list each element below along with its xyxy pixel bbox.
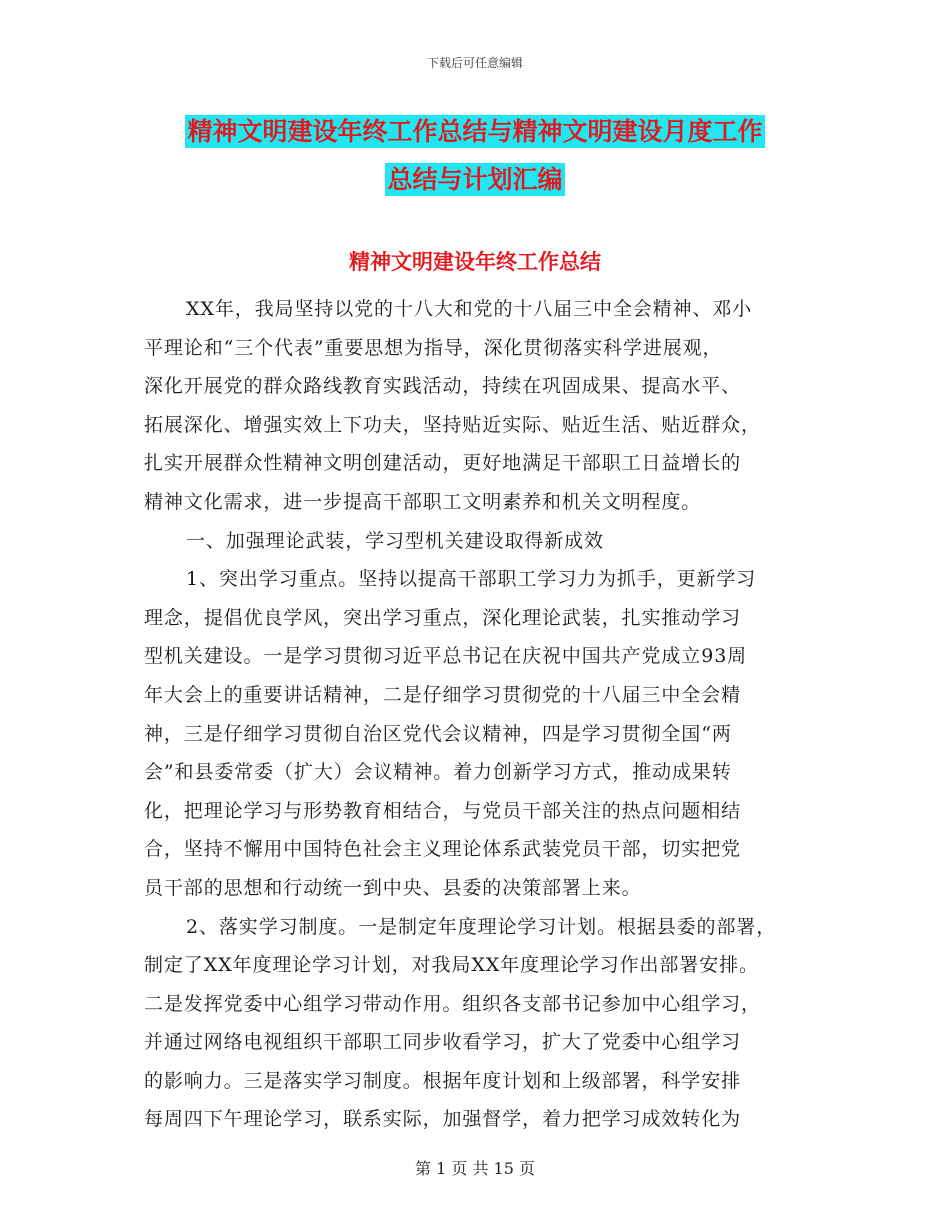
page-number: 第 1 页 共 15 页: [415, 1159, 535, 1178]
body-line: 2、落实学习制度。一是制定年度理论学习计划。根据县委的部署，: [186, 915, 777, 938]
body-line: 精神文化需求，进一步提高干部职工文明素养和机关文明程度。: [144, 490, 702, 513]
body-line: 1、突出学习重点。坚持以提高干部职工学习力为抓手，更新学习: [186, 568, 757, 591]
body-line: 员干部的思想和行动统一到中央、县委的决策部署上来。: [144, 876, 642, 899]
body-line: 会”和县委常委（扩大）会议精神。着力创新学习方式，推动成果转: [144, 761, 732, 784]
title-line-2: 总结与计划汇编: [387, 165, 563, 194]
body-line: 神，三是仔细学习贯彻自治区党代会议精神，四是学习贯彻全国“两: [144, 722, 732, 745]
body-line: XX年，我局坚持以党的十八大和党的十八届三中全会精神、邓小: [186, 298, 753, 320]
body-line: 扎实开展群众性精神文明创建活动，更好地满足干部职工日益增长的: [144, 452, 742, 475]
page-header-note: 下载后可任意编辑: [426, 56, 523, 70]
section-title: 精神文明建设年终工作总结: [349, 250, 601, 274]
body-line: 型机关建设。一是学习贯彻习近平总书记在庆祝中国共产党成立93周: [144, 645, 748, 668]
body-line: 制定了XX年度理论学习计划，对我局XX年度理论学习作出部署安排。: [144, 954, 759, 977]
title-line-1: 精神文明建设年终工作总结与精神文明建设月度工作: [187, 117, 763, 146]
body-line: 年大会上的重要讲话精神，二是仔细学习贯彻党的十八届三中全会精: [144, 683, 742, 706]
body-line: 的影响力。三是落实学习制度。根据年度计划和上级部署，科学安排: [144, 1069, 742, 1092]
body-line: 并通过网络电视组织干部职工同步收看学习，扩大了党委中心组学习: [144, 1031, 742, 1054]
body-line: 每周四下午理论学习，联系实际，加强督学，着力把学习成效转化为: [144, 1108, 742, 1131]
body-line: 拓展深化、增强实效上下功夫，坚持贴近实际、贴近生活、贴近群众，: [144, 413, 761, 436]
body-line: 合，坚持不懈用中国特色社会主义理论体系武装党员干部，切实把党: [144, 838, 742, 861]
body-line: 化，把理论学习与形势教育相结合，与党员干部关注的热点问题相结: [144, 799, 742, 822]
body-line: 二是发挥党委中心组学习带动作用。组织各支部书记参加中心组学习，: [144, 992, 761, 1015]
body-line: 平理论和“三个代表”重要思想为指导，深化贯彻落实科学进展观，: [144, 336, 723, 359]
body-paragraphs: [144, 290, 820, 1139]
body-line: 深化开展党的群众路线教育实践活动，持续在巩固成果、提高水平、: [144, 375, 742, 398]
body-heading-line: 一、加强理论武装，学习型机关建设取得新成效: [186, 529, 604, 552]
document-title: [0, 108, 950, 204]
body-line: 理念，提倡优良学风，突出学习重点，深化理论武装，扎实推动学习: [144, 606, 742, 629]
